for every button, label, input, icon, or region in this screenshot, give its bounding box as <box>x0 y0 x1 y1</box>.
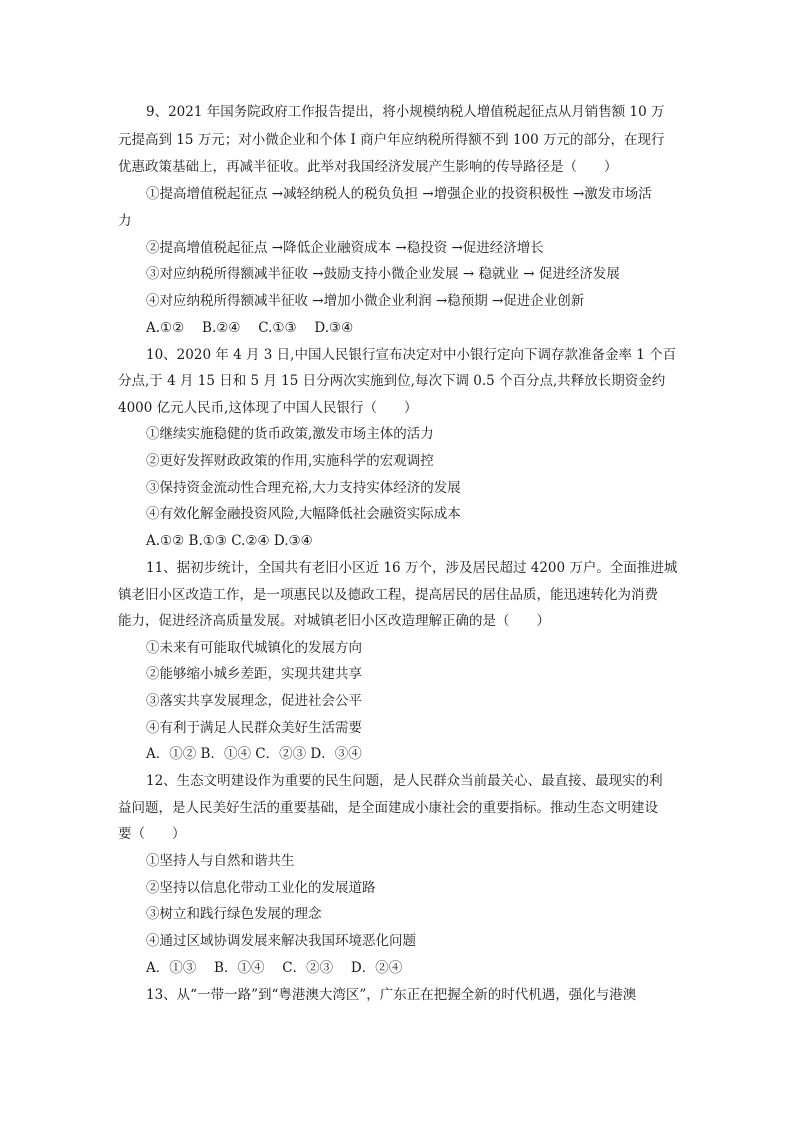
option-4: ④有效化解金融投资风险,大幅降低社会融资实际成本 <box>146 506 461 522</box>
question-text: 12、生态文明建设作为重要的民生问题，是人民群众当前最关心、最直接、最现实的利 <box>146 773 663 789</box>
option-1-cont: 力 <box>118 213 132 229</box>
answer-choices: A.①② B.②④ C.①③ D.③④ <box>146 320 354 336</box>
option-2: ②更好发挥财政政策的作用,实施科学的宏观调控 <box>146 453 434 469</box>
question-text: 13、从“一带一路”到“粤港澳大湾区”，广东正在把握全新的时代机遇，强化与港澳 <box>146 987 637 1003</box>
question-text: 要（ ） <box>118 826 186 842</box>
option-4: ④对应纳税所得额减半征收 →增加小微企业利润 →稳预期 →促进企业创新 <box>146 293 585 309</box>
option-3: ③保持资金流动性合理充裕,大力支持实体经济的发展 <box>146 480 461 496</box>
question-text: 分点,于 4 月 15 日和 5 月 15 日分两次实施到位,每次下调 0.5 个百分点,共释放长期资金约 <box>118 373 666 389</box>
question-text: 4000 亿元人民币,这体现了中国人民银行（ ） <box>118 400 418 416</box>
option-1: ①继续实施稳健的货币政策,激发市场主体的活力 <box>146 426 434 442</box>
answer-choices: A．①② B．①④ C．②③ D．③④ <box>146 746 362 762</box>
option-4: ④有利于满足人民群众美好生活需要 <box>146 720 362 736</box>
option-2: ②坚持以信息化带动工业化的发展道路 <box>146 880 376 896</box>
option-1: ①未来有可能取代城镇化的发展方向 <box>146 640 362 656</box>
option-2: ②能够缩小城乡差距，实现共建共享 <box>146 666 362 682</box>
question-text: 镇老旧小区改造工作，是一项惠民以及德政工程，提高居民的居住品质，能迅速转化为消费 <box>118 587 658 603</box>
question-text: 11、据初步统计，全国共有老旧小区近 16 万个，涉及居民超过 4200 万户。全面推进城 <box>146 560 678 576</box>
question-text: 能力，促进经济高质量发展。对城镇老旧小区改造理解正确的是（ ） <box>118 613 550 629</box>
question-text: 优惠政策基础上，再减半征收。此举对我国经济发展产生影响的传导路径是（ ） <box>118 159 618 175</box>
answer-choices: A．①③ B．①④ C．②③ D．②④ <box>146 960 403 976</box>
question-text: 益问题，是人民美好生活的重要基础，是全面建成小康社会的重要指标。推动生态文明建设 <box>118 800 658 816</box>
option-3: ③对应纳税所得额减半征收 →鼓励支持小微企业发展 → 稳就业 → 促进经济发展 <box>146 266 620 282</box>
option-1: ①提高增值税起征点 →减轻纳税人的税负负担 →增强企业的投资积极性 →激发市场活 <box>146 186 652 202</box>
question-text: 10、2020 年 4 月 3 日,中国人民银行宣布决定对中小银行定向下调存款准备金率 1 个百 <box>146 347 677 363</box>
answer-choices: A.①② B.①③ C.②④ D.③④ <box>146 533 313 549</box>
option-1: ①坚持人与自然和谐共生 <box>146 853 295 869</box>
option-2: ②提高增值税起征点 →降低企业融资成本 →稳投资 →促进经济增长 <box>146 240 544 256</box>
option-3: ③落实共享发展理念，促进社会公平 <box>146 693 362 709</box>
option-3: ③树立和践行绿色发展的理念 <box>146 906 322 922</box>
option-4: ④通过区域协调发展来解决我国环境恶化问题 <box>146 933 416 949</box>
question-text: 9、2021 年国务院政府工作报告提出，将小规模纳税人增值税起征点从月销售额 10 万 <box>146 104 665 120</box>
question-text: 元提高到 15 万元；对小微企业和个体 I 商户年应纳税所得额不到 100 万元的部分，在现行 <box>118 132 665 148</box>
